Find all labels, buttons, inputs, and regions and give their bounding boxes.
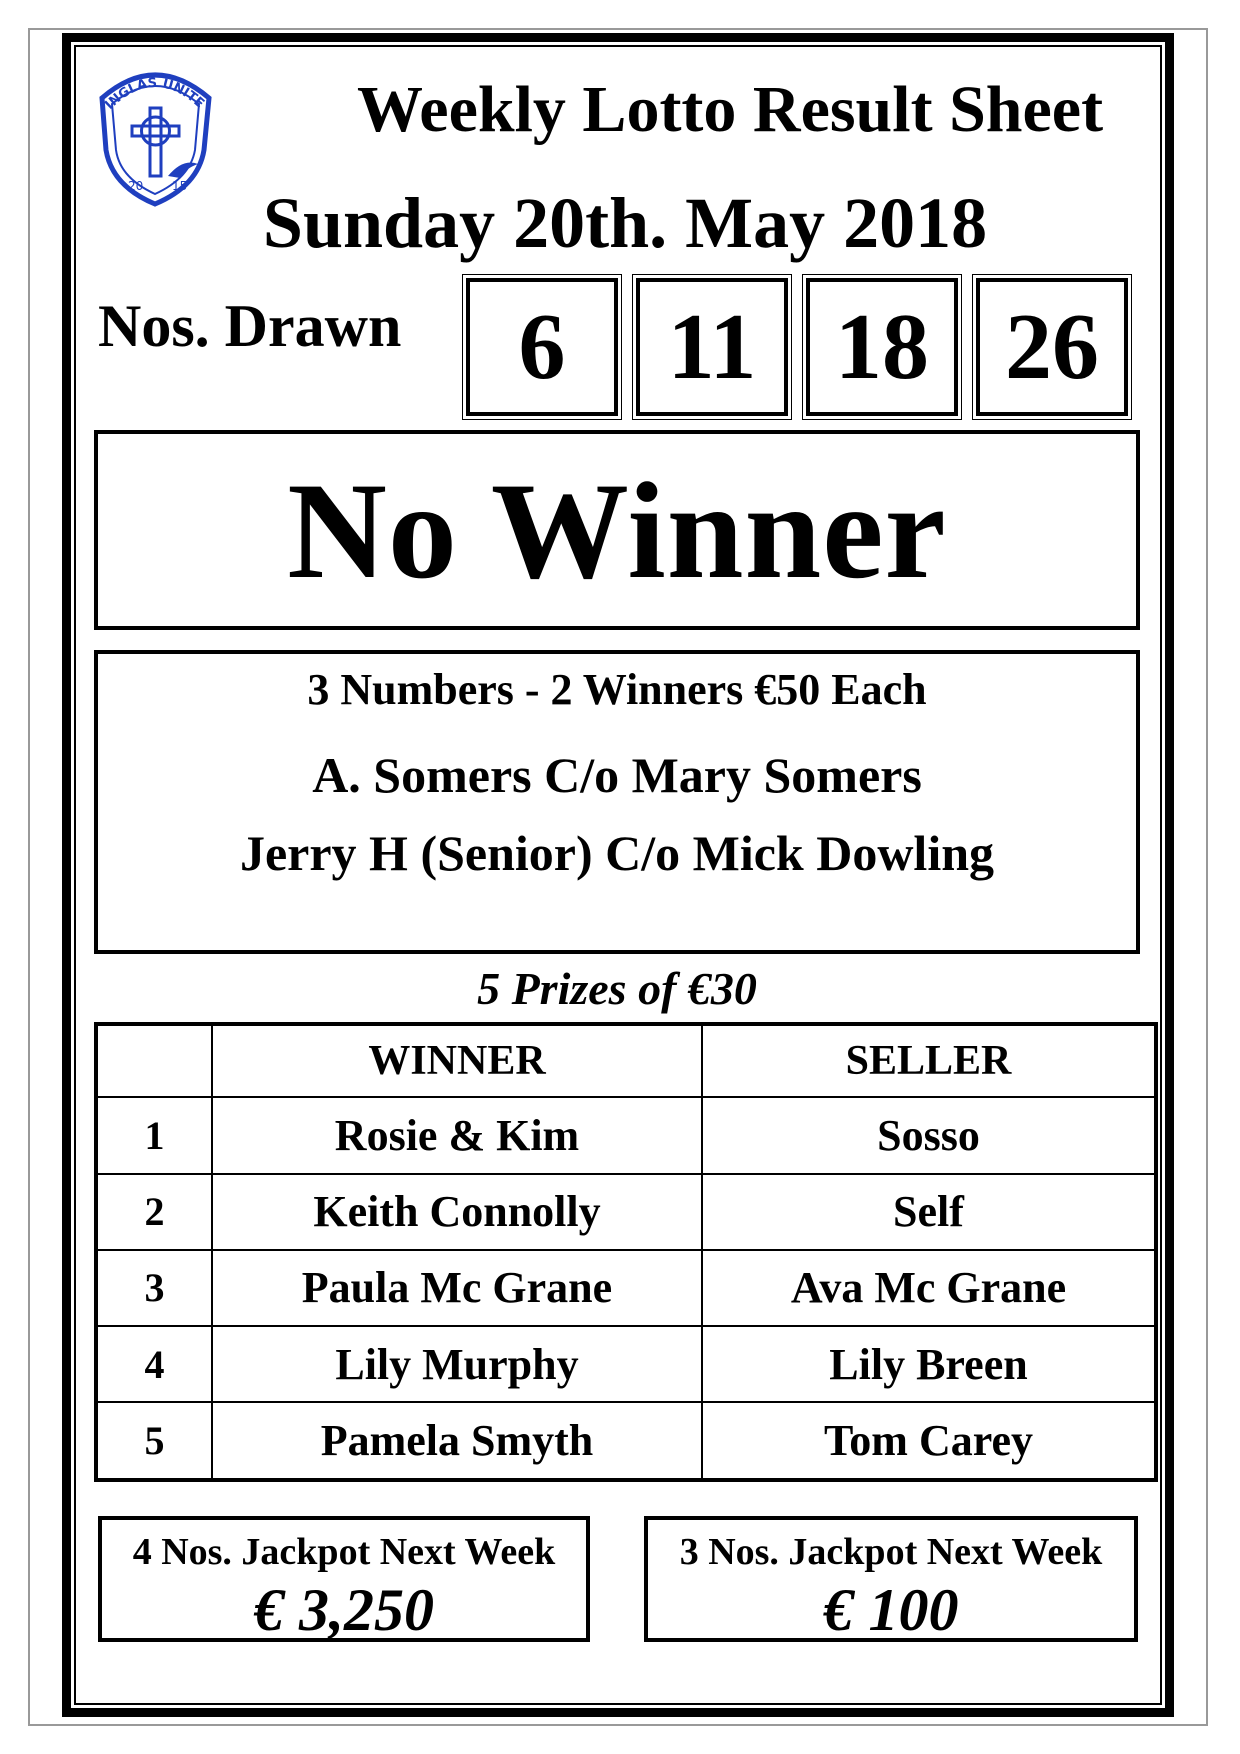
table-row bbox=[96, 1250, 1156, 1326]
column-header-number bbox=[96, 1024, 212, 1097]
draw-date: Sunday 20th. May 2018 bbox=[262, 183, 988, 263]
column-header-seller: SELLER bbox=[702, 1024, 1156, 1097]
table-row bbox=[96, 1174, 1156, 1250]
winner-cell: Keith Connolly bbox=[212, 1174, 702, 1250]
prizes-table bbox=[94, 1022, 1158, 1482]
row-number: 1 bbox=[96, 1097, 212, 1173]
jackpot-3-numbers-amount: € 100 bbox=[823, 1577, 959, 1643]
crest-lettering: INGLAS UNITE bbox=[102, 75, 207, 113]
winner-cell: Rosie & Kim bbox=[212, 1097, 702, 1173]
three-numbers-winner-2: Jerry H (Senior) C/o Mick Dowling bbox=[239, 825, 995, 881]
drawn-number-3: 18 bbox=[806, 278, 958, 416]
three-numbers-box bbox=[94, 650, 1140, 954]
winner-cell: Lily Murphy bbox=[212, 1326, 702, 1402]
table-header-row bbox=[96, 1024, 1156, 1097]
drawn-number-1: 6 bbox=[466, 278, 618, 416]
jackpot-4-numbers-box bbox=[98, 1516, 590, 1642]
seller-cell: Sosso bbox=[702, 1097, 1156, 1173]
table-row bbox=[96, 1326, 1156, 1402]
row-number: 4 bbox=[96, 1326, 212, 1402]
table-row bbox=[96, 1402, 1156, 1480]
winner-cell: Paula Mc Grane bbox=[212, 1250, 702, 1326]
row-number: 3 bbox=[96, 1250, 212, 1326]
three-numbers-winner-1: A. Somers C/o Mary Somers bbox=[312, 747, 922, 803]
result-headline: No Winner bbox=[94, 430, 1140, 630]
jackpot-4-numbers-amount: € 3,250 bbox=[254, 1577, 434, 1643]
column-header-winner: WINNER bbox=[212, 1024, 702, 1097]
table-row bbox=[96, 1097, 1156, 1173]
sheet-title: Weekly Lotto Result Sheet bbox=[356, 73, 1104, 146]
jackpot-4-numbers-title: 4 Nos. Jackpot Next Week bbox=[132, 1531, 556, 1573]
winner-cell: Pamela Smyth bbox=[212, 1402, 702, 1480]
jackpot-3-numbers-title: 3 Nos. Jackpot Next Week bbox=[679, 1531, 1103, 1573]
seller-cell: Self bbox=[702, 1174, 1156, 1250]
crest-year-left: 20 bbox=[128, 179, 144, 193]
seller-cell: Tom Carey bbox=[702, 1402, 1156, 1480]
seller-cell: Ava Mc Grane bbox=[702, 1250, 1156, 1326]
drawn-number-4: 26 bbox=[976, 278, 1128, 416]
jackpot-3-numbers-box bbox=[644, 1516, 1138, 1642]
prizes-heading: 5 Prizes of €30 bbox=[477, 963, 757, 1014]
numbers-drawn-label: Nos. Drawn bbox=[98, 293, 402, 359]
row-number: 2 bbox=[96, 1174, 212, 1250]
row-number: 5 bbox=[96, 1402, 212, 1480]
drawn-number-2: 11 bbox=[636, 278, 788, 416]
crest-year-right: 15 bbox=[172, 179, 188, 193]
three-numbers-heading: 3 Numbers - 2 Winners €50 Each bbox=[307, 665, 927, 714]
seller-cell: Lily Breen bbox=[702, 1326, 1156, 1402]
